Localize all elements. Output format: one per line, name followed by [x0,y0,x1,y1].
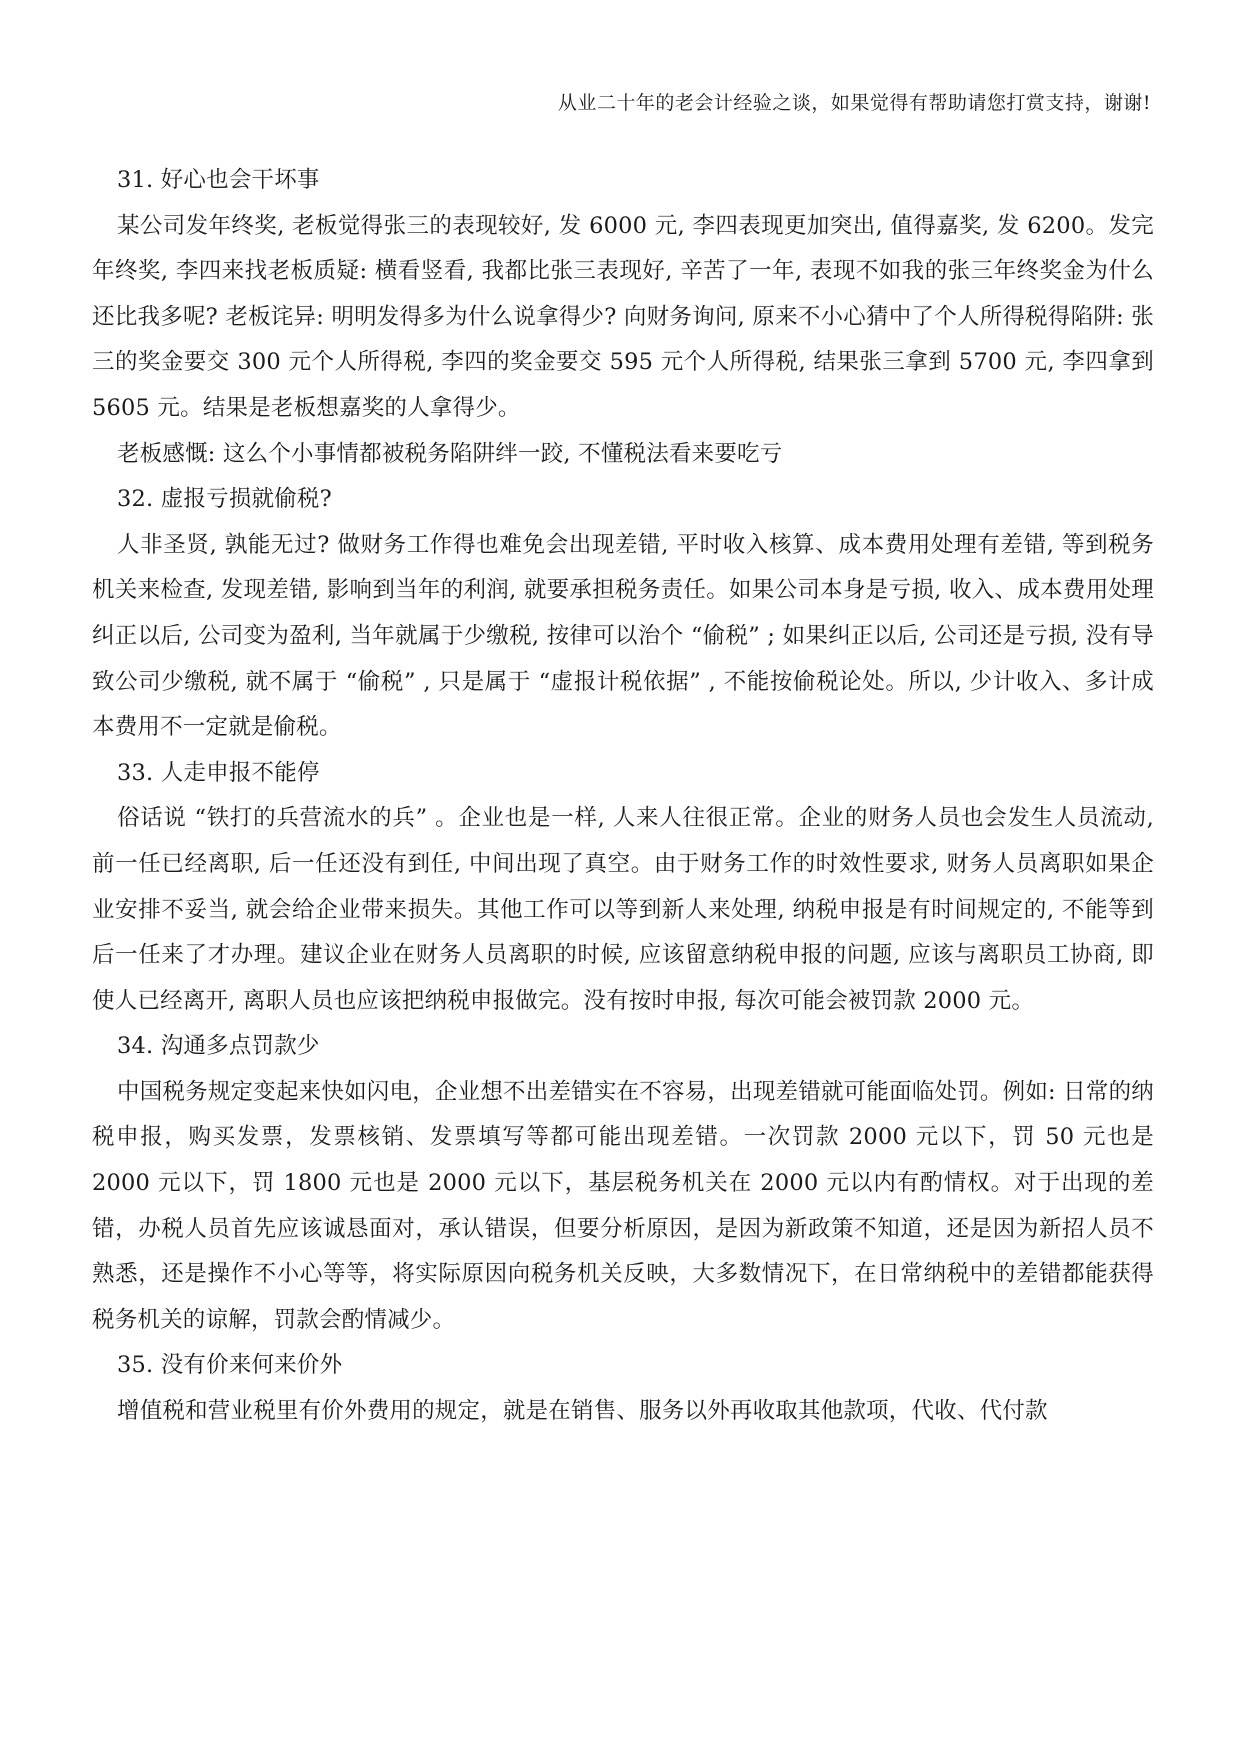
section-title: 35. 没有价来何来价外 [117,1352,343,1379]
section-31 [92,158,1154,477]
paragraph: 老板感慨: 这么个小事情都被税务陷阱绊一跤, 不懂税法看来要吃亏 [117,440,783,467]
section-34 [92,1024,1154,1343]
header-note: 从业二十年的老会计经验之谈，如果觉得有帮助请您打赏支持，谢谢! [557,92,1151,114]
section-title: 33. 人走申报不能停 [117,759,320,786]
paragraph: 某公司发年终奖, 老板觉得张三的表现较好, 发 6000 元, 李四表现更加突出, 值得嘉奖, 发 6200。发完年终奖, 李四来找老板质疑: 横看竖看, 我都比张三表现好, 辛苦了一年, 表现不如我的张三年终奖金为什么还比我多呢? 老板诧异: 明明发得多为什么说拿得少? 向财务询问, 原来不小心猜中了个人所得税得陷阱: 张三的奖金要交 300 元个人所得税, 李四的奖金要交 595 元个人所得税, 结果张三拿到 5700 元, 李四拿到 5605 元。结果是老板想嘉奖的人拿得少。 [92,212,1154,421]
paragraph: 中国税务规定变起来快如闪电，企业想不出差错实在不容易，出现差错就可能面临处罚。例如: 日常的纳税申报，购买发票，发票核销、发票填写等都可能出现差错。一次罚款 2000 元以下，罚 50 元也是 2000 元以下，罚 1800 元也是 2000 元以下，基层税务机关在 2000 元以内有酌情权。对于出现的差错，办税人员首先应该诚恳面对，承认错误，但要分析原因，是因为新政策不知道，还是因为新招人员不熟悉，还是操作不小心等等，将实际原因向税务机关反映，大多数情况下，在日常纳税中的差错都能获得税务机关的谅解，罚款会酌情减少。 [92,1078,1154,1333]
section-title: 34. 沟通多点罚款少 [117,1033,320,1060]
paragraph: 人非圣贤, 孰能无过? 做财务工作得也难免会出现差错, 平时收入核算、成本费用处理有差错, 等到税务机关来检查, 发现差错, 影响到当年的利润, 就要承担税务责任。如果公司本身是亏损, 收入、成本费用处理纠正以后, 公司变为盈利, 当年就属于少缴税, 按律可以治个 “偷税” ; 如果纠正以后, 公司还是亏损, 没有导致公司少缴税, 就不属于 “偷税” , 只是属于 “虚报计税依据” , 不能按偷税论处。所以, 少计收入、多计成本费用不一定就是偷税。 [92,531,1154,741]
paragraph: 增值税和营业税里有价外费用的规定，就是在销售、服务以外再收取其他款项，代收、代付款 [117,1398,1048,1425]
document-body [92,158,1154,1435]
section-title: 31. 好心也会干坏事 [117,167,320,193]
section-title: 32. 虚报亏损就偷税? [117,486,332,513]
section-35 [92,1343,1154,1434]
section-33 [92,751,1154,1025]
paragraph: 俗话说 “铁打的兵营流水的兵” 。企业也是一样, 人来人往很正常。企业的财务人员也会发生人员流动, 前一任已经离职, 后一任还没有到任, 中间出现了真空。由于财务工作的时效性要求, 财务人员离职如果企业安排不妥当, 就会给企业带来损失。其他工作可以等到新人来处理, 纳税申报是有时间规定的, 不能等到后一任来了才办理。建议企业在财务人员离职的时候, 应该留意纳税申报的问题, 应该与离职员工协商, 即使人已经离开, 离职人员也应该把纳税申报做完。没有按时申报, 每次可能会被罚款 2000 元。 [92,805,1154,1014]
section-32 [92,477,1154,751]
